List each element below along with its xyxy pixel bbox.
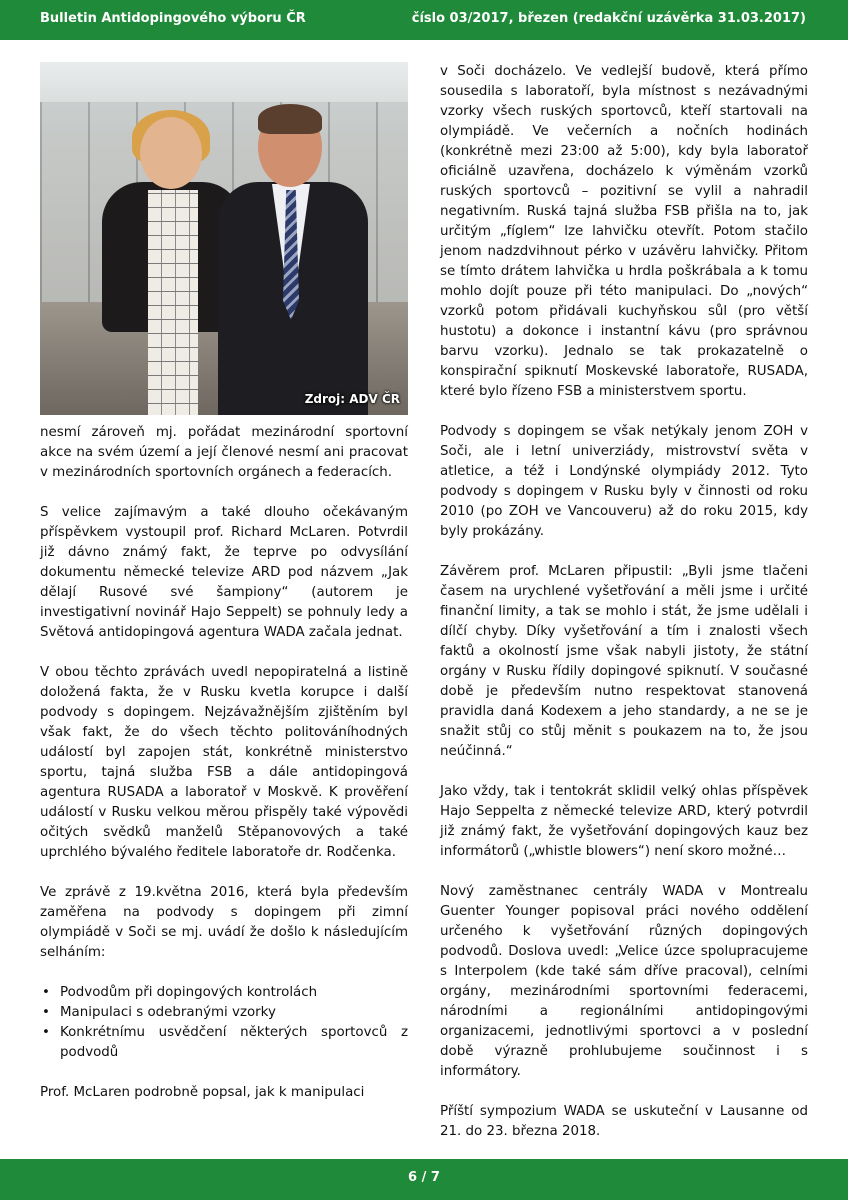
paragraph: Podvody s dopingem se však netýkaly jenom ZOH v Soči, ale i letní univerziády, mistrovství světa v atletice, a též i Londýnské olympiády 2012. Tyto podvody s dopingem v Rusku byly v činnosti od roku 2010 (po ZOH ve Vancouveru) až do roku 2015, kdy byly prokázány.: [440, 424, 808, 539]
bullet-item: • Podvodům při dopingových kontrolách: [40, 983, 408, 1003]
paragraph: S velice zajímavým a také dlouho očekávaným příspěvkem vystoupil prof. Richard McLaren. Potvrdil již dávno známý fakt, že teprve po odvysílání dokumentu německé televize ARD pod názvem „Jak dělají Rusové své šampiony“ (autorem je investigativní novinář Hajo Seppelt) se pohnuly ledy a Světová antidopingová agentura WADA začala jednat.: [40, 505, 408, 640]
bullet-list: [40, 983, 408, 1063]
paragraph: Příští sympozium WADA se uskuteční v Lausanne od 21. do 23. března 2018.: [440, 1104, 808, 1139]
paragraph: Závěrem prof. McLaren připustil: „Byli jsme tlačeni časem na urychlené vyšetřování a měli jsme i určité finanční limity, a tak se mohlo i stát, že jsme udělali i dílčí chyby. Díky vyšetřování a tím i znalosti všech faktů a okolností jsme však nabyli jistoty, že státní orgány v Rusku řídily dopingové spiknutí. V současné době je především nutno respektovat stanovená pravidla daná Kodexem a jeho standardy, a ne se je snažit stůj co stůj měnit s poukazem na to, že jsou neúčinná.“: [440, 564, 808, 759]
page-footer: [0, 1159, 848, 1200]
photo-caption: Zdroj: ADV ČR: [304, 392, 400, 406]
bullet-item: • Konkrétnímu usvědčení některých sportovců z podvodů: [40, 1023, 408, 1063]
left-column: [40, 62, 408, 1123]
photo-man-hair: [258, 104, 322, 134]
issue-info: číslo 03/2017, březen (redakční uzávěrka 31.03.2017): [411, 11, 806, 26]
paragraph: Prof. McLaren podrobně popsal, jak k manipulaci: [40, 1085, 365, 1100]
photo-woman-dress: [148, 190, 198, 415]
paragraph: Nový zaměstnanec centrály WADA v Montrealu Guenter Younger popisoval práci nového oddělení určeného k vyšetřování různých dopingových podvodů. Doslova uvedl: „Velice úzce spolupracujeme s Interpolem (kde také sám dříve pracoval), celními orgány, mezinárodními sportovními federacemi, národními a regionálními antidopingovými organizacemi, jednotlivými sportovci a v poslední době výrazně prohlubujeme součinnost i s informátory.: [440, 884, 808, 1079]
paragraph: nesmí zároveň mj. pořádat mezinárodní sportovní akce na svém území a její členové nesmí ani pracovat v mezinárodních sportovních orgánech a federacích.: [40, 425, 408, 480]
paragraph: Jako vždy, tak i tentokrát sklidil velký ohlas příspěvek Hajo Seppelta z německé televize ARD, který potvrdil již známý fakt, že vyšetřování dopingových kauz bez informátorů („whistle blowers“) není skoro možné…: [440, 784, 808, 859]
paragraph: v Soči docházelo. Ve vedlejší budově, která přímo sousedila s laboratoří, byla místnost s nezávadnými vzorky všech ruských sportovců, kteří startovali na olympiádě. Ve večerních a nočních hodinách (konkrétně mezi 23:00 až 5:00), kdy byla laboratoř oficiálně uzavřena, docházelo k výměnám vzorků ruských sportovců – pozitivní se vylil a nahradil negativním. Ruská tajná služba FSB přišla na to, jak určitým „fíglem“ lze lahvičku otevřít. Potom stačilo jenom nadzdvihnout pérko v uzávěru lahvičky. Přitom se tímto drátem lahvička u hrdla poškrábala a k tomu mohlo dojít pouze při této manipulaci. Do „nových“ vzorků potom přidávali kuchyňskou sůl (pro větší hustotu) a dokonce i instantní kávu (pro správnou barvu vzorku). Jednalo se tak prokazatelně o konspirační spiknutí Moskevské laboratoře, RUSADA, které bylo řízeno FSB a ministerstvem sportu.: [440, 64, 808, 399]
paragraph: Ve zprávě z 19.května 2016, která byla především zaměřena na podvody s dopingem při zimní olympiádě v Soči se mj. uvádí že došlo k následujícím selháním:: [40, 885, 408, 960]
bullet-item: • Manipulaci s odebranými vzorky: [40, 1003, 408, 1023]
paragraph: V obou těchto zprávách uvedl nepopiratelná a listině doložená fakta, že v Rusku kvetla korupce i další podvody s dopingem. Nejzávažnějším zjištěním byl však fakt, že do všech těchto politováníhodných událostí byl zapojen stát, konkrétně ministerstvo sportu, tajná služba FSB a dále antidopingová agentura RUSADA a laboratoř v Moskvě. K prověření událostí v Rusku velkou měrou přispěly také výpovědi očitých svědků manželů Stěpanovových a také uprchlého bývalého ředitele laboratoře dr. Rodčenka.: [40, 665, 408, 860]
photo-woman-face: [140, 117, 202, 189]
right-column: [440, 62, 808, 1162]
page-number: 6 / 7: [408, 1170, 440, 1185]
article-photo: [40, 62, 408, 415]
page-header: [0, 0, 848, 40]
bulletin-title: Bulletin Antidopingového výboru ČR: [40, 11, 306, 26]
